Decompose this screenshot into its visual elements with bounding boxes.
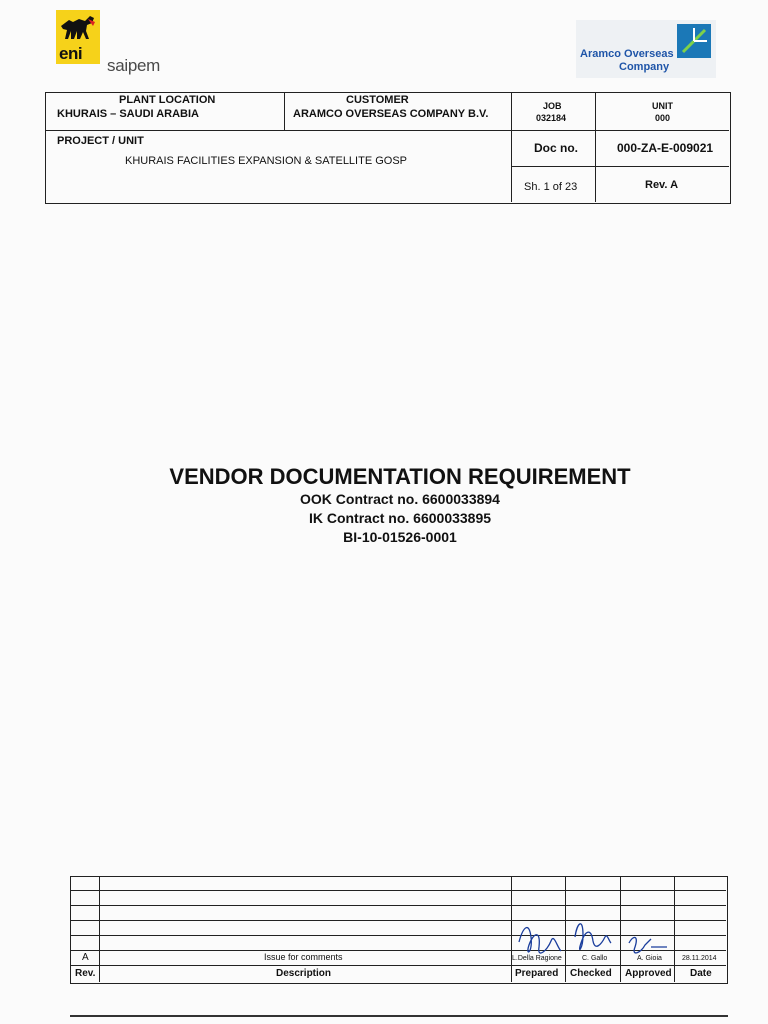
eni-wordmark: eni <box>59 44 83 63</box>
document-title: VENDOR DOCUMENTATION REQUIREMENT <box>169 464 631 489</box>
prepared-header: Prepared <box>515 968 559 979</box>
project-label: PROJECT / UNIT <box>57 135 144 147</box>
checked-cell: C. Gallo <box>582 955 608 962</box>
six-legged-dog-icon <box>59 12 97 42</box>
divider <box>511 166 729 167</box>
customer-label: CUSTOMER <box>346 94 409 106</box>
project-value: KHURAIS FACILITIES EXPANSION & SATELLITE GOSP <box>125 155 408 167</box>
saipem-wordmark: saipem <box>107 56 161 75</box>
date-header: Date <box>690 968 712 979</box>
customer-value: ARAMCO OVERSEAS COMPANY B.V. <box>293 108 489 120</box>
aramco-sub: Company <box>619 61 670 73</box>
description-cell: Issue for comments <box>264 952 343 962</box>
aramco-logo <box>576 20 716 78</box>
description-header: Description <box>276 968 332 979</box>
plant-location-label: PLANT LOCATION <box>119 94 216 106</box>
doc-no-value: 000-ZA-E-009021 <box>617 141 714 155</box>
aramco-name: Aramco Overseas <box>580 48 674 60</box>
revision: Rev. A <box>645 179 679 191</box>
divider <box>284 93 285 130</box>
bi-number: BI-10-01526-0001 <box>343 529 457 545</box>
doc-no-label: Doc no. <box>534 141 578 155</box>
sheet-number: Sh. 1 of 23 <box>524 181 578 193</box>
rev-header: Rev. <box>75 968 96 979</box>
bottom-rule <box>70 1015 728 1017</box>
approved-header: Approved <box>625 968 672 979</box>
eni-logo <box>56 10 100 64</box>
job-label: JOB <box>543 101 562 111</box>
divider <box>595 93 596 202</box>
ook-contract: OOK Contract no. 6600033894 <box>300 491 500 507</box>
checked-header: Checked <box>570 968 612 979</box>
aramco-emblem-icon <box>677 24 711 58</box>
approved-cell: A. Gioia <box>637 955 662 962</box>
date-cell: 28.11.2014 <box>682 955 717 962</box>
revision-table <box>70 876 728 984</box>
plant-location-value: KHURAIS – SAUDI ARABIA <box>57 108 199 120</box>
divider <box>511 93 512 202</box>
divider <box>46 130 729 131</box>
ik-contract: IK Contract no. 6600033895 <box>308 510 492 526</box>
title-block <box>45 92 731 204</box>
divider <box>71 905 726 906</box>
rev-cell: A <box>82 952 89 963</box>
job-value: 032184 <box>536 113 567 123</box>
signatures <box>511 907 681 967</box>
unit-value: 000 <box>655 113 671 123</box>
approved-signature <box>629 937 667 953</box>
divider <box>99 877 100 982</box>
prepared-cell: L.Della Ragione <box>512 955 562 962</box>
divider <box>71 890 726 891</box>
prepared-signature <box>519 928 561 954</box>
unit-label: UNIT <box>652 101 673 111</box>
checked-signature <box>575 924 611 950</box>
